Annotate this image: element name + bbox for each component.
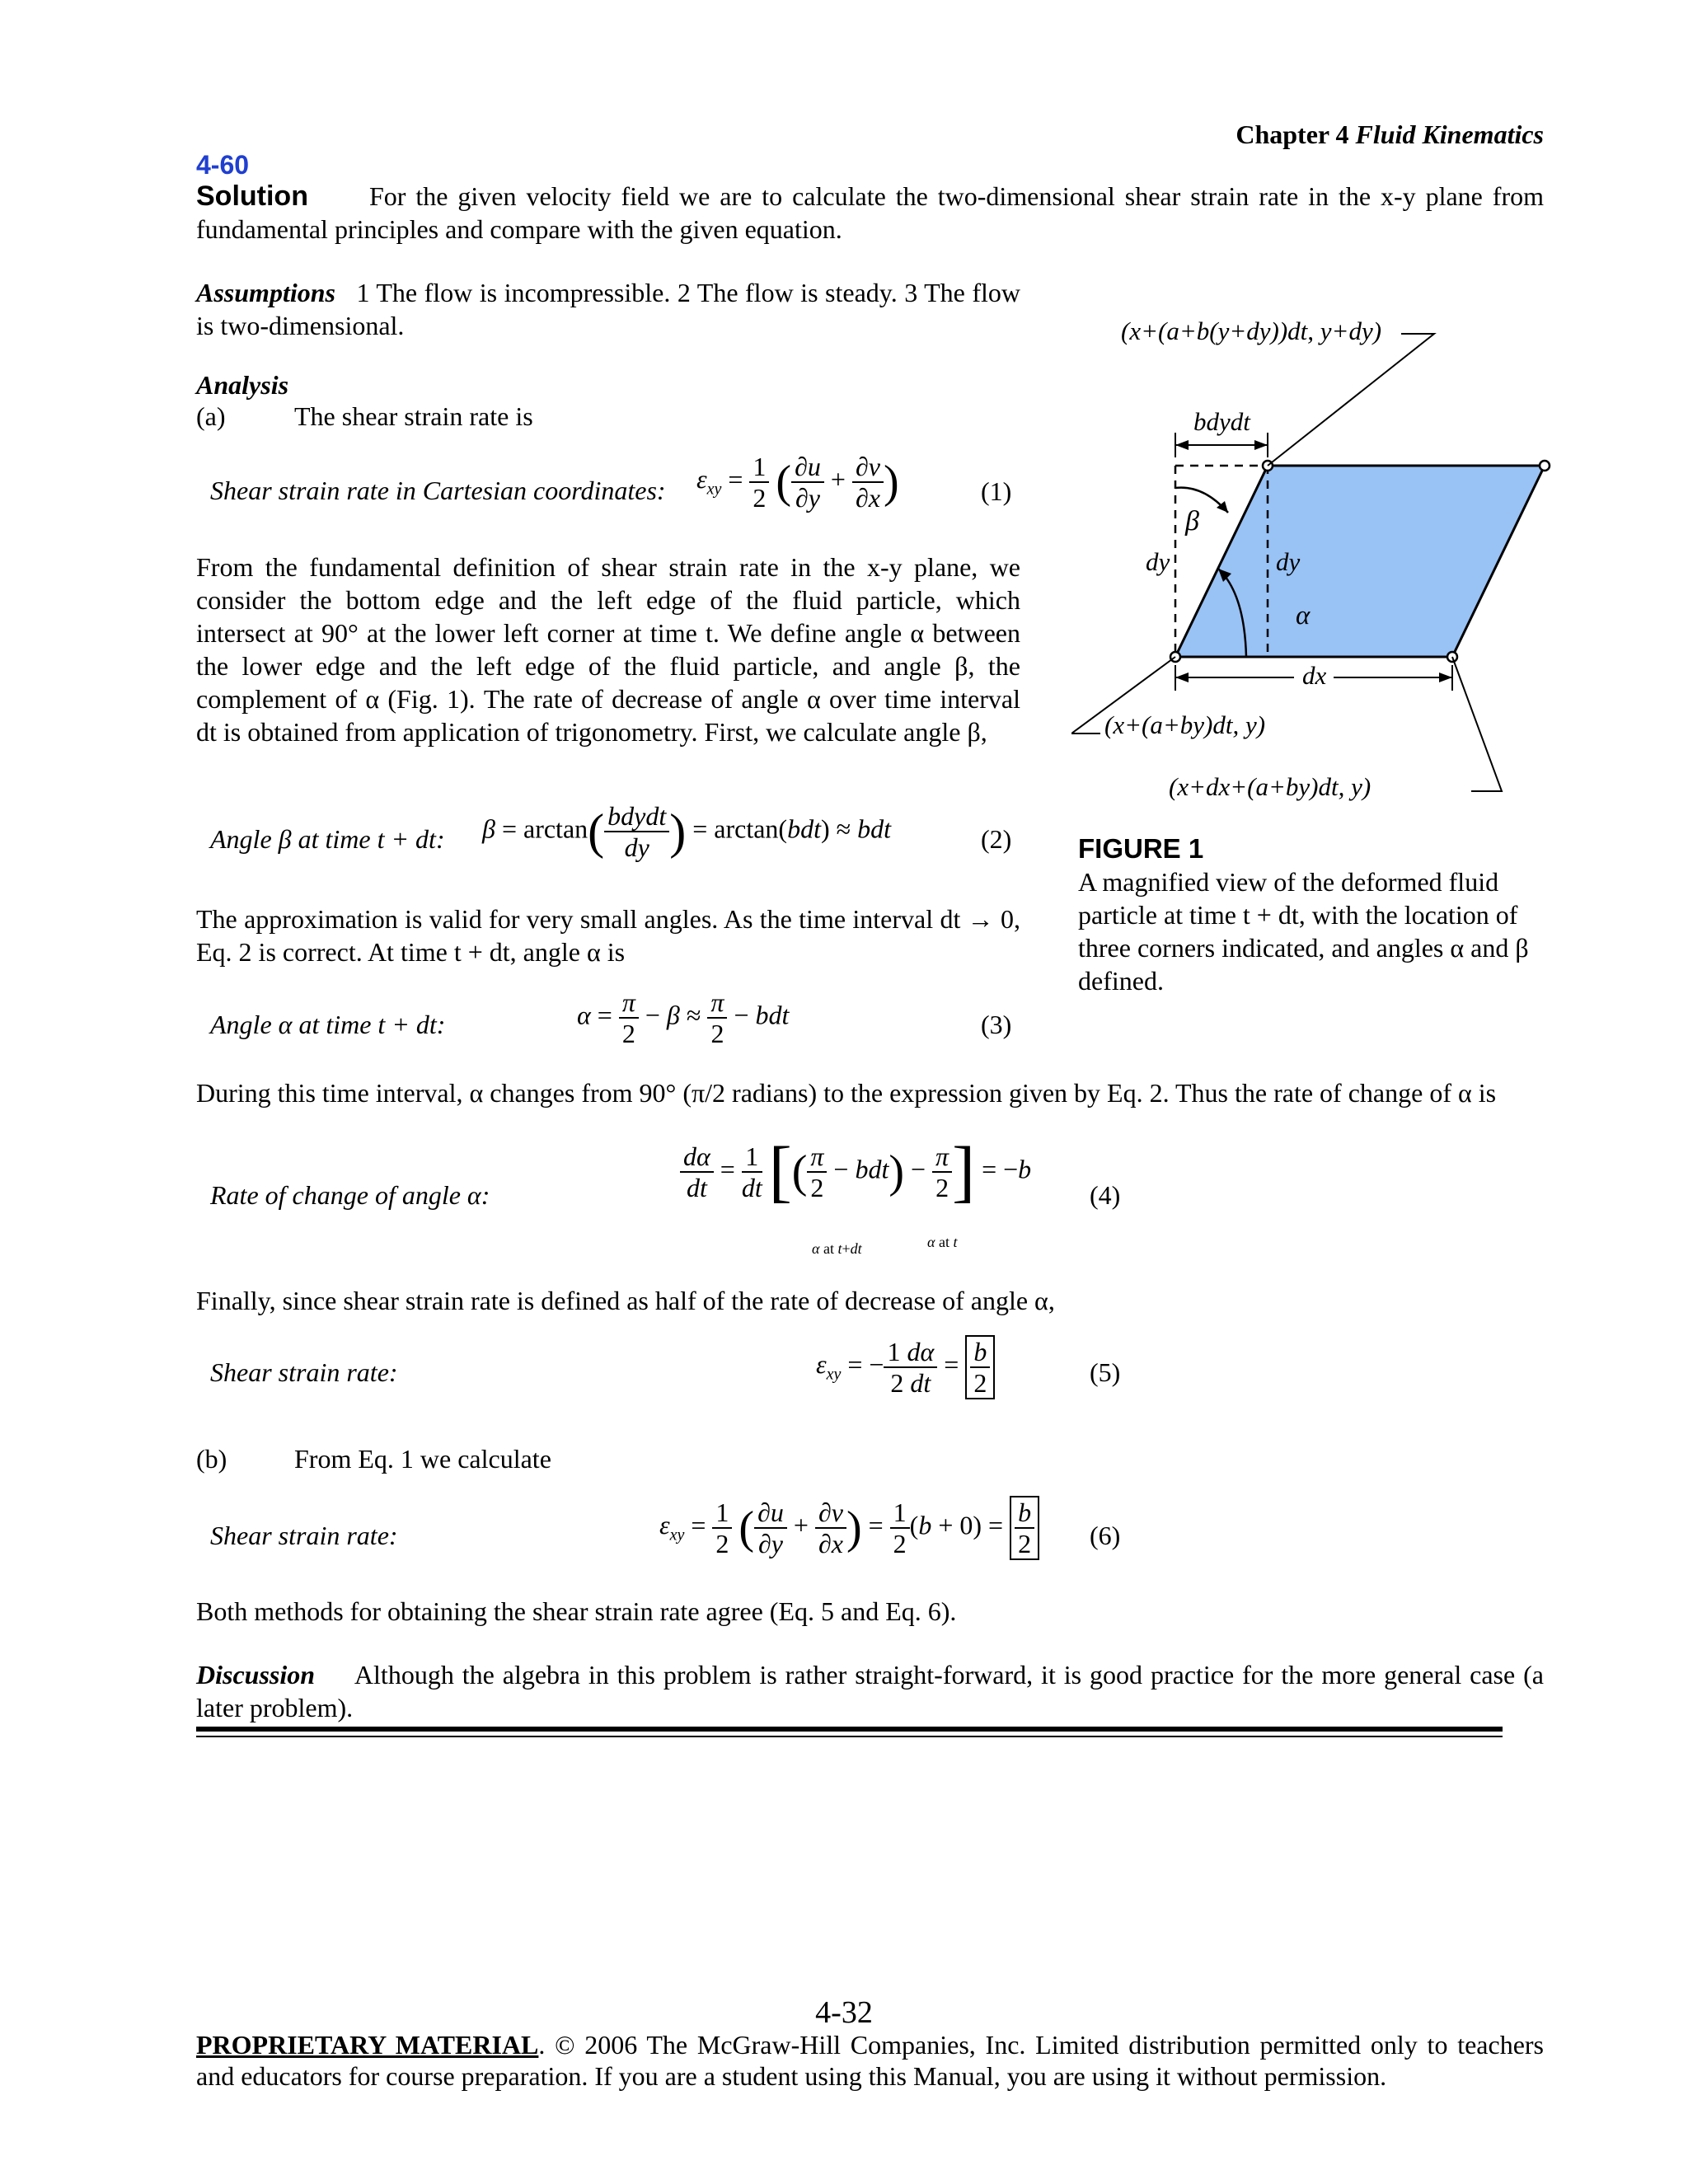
figure-caption: A magnified view of the deformed fluid particle at time t + dt, with the location of three corners indicated, and angles α and β defined.	[1078, 867, 1529, 996]
chapter-number: Chapter 4	[1236, 120, 1349, 149]
label-beta: β	[1185, 506, 1199, 537]
page-number: 4-32	[815, 1995, 873, 2030]
bdydt-arrow-left	[1175, 440, 1189, 450]
label-bottom-left: (x+(a+by)dt, y)	[1104, 710, 1266, 739]
analysis-paragraph-3: During this time interval, α changes from 90° (π/2 radians) to the expression given by Eq. 2. Thus the rate of change of α is	[196, 1078, 1497, 1108]
eq5-label: Shear strain rate:	[210, 1357, 398, 1387]
part-b-label: (b)	[196, 1444, 227, 1474]
eq4-underbrace-label-2: α at t	[927, 1234, 958, 1250]
eq1-formula: $\varepsilon_{xy}$ = $\frac{1}{2}$ ( $\frac{\partial u}{\partial y}$ + $\frac{\partial v}{\partial x}$ )	[696, 452, 899, 513]
leader-top	[1268, 334, 1434, 466]
solution-heading: Solution	[196, 180, 308, 212]
label-dx: dx	[1302, 661, 1327, 690]
figure-title: FIGURE 1	[1078, 833, 1204, 864]
eq2-formula: β = arctan( $\frac{\text{bdydt}}{dy}$ ) = arctan(bdt) ≈ bdt	[482, 801, 892, 862]
leader-bottom-right	[1452, 657, 1502, 791]
eq5-formula: $\varepsilon_{xy}$ = − $\frac{1 d\alpha}{2 dt}$ = $\frac{b}{2}$	[816, 1335, 995, 1399]
discussion-paragraph	[196, 1658, 1544, 1724]
eq3-label: Angle α at time t + dt:	[210, 1010, 446, 1039]
assumptions-label: Assumptions	[196, 278, 335, 307]
eq1-number: (1)	[981, 476, 1012, 506]
eq3-number: (3)	[981, 1010, 1012, 1039]
eq4-formula: $\frac{d\alpha}{dt}$ = $\frac{1}{dt}$ [( $\frac{\pi}{2}$ − bdt) − $\frac{\pi}{2}$ ] = −b	[680, 1141, 1031, 1202]
eq3-formula: α = $\frac{\pi}{2}$ − β ≈ $\frac{\pi}{2}$ − bdt	[577, 987, 790, 1048]
eq4-label: Rate of change of angle α:	[210, 1180, 490, 1210]
assumptions-text: 1 The flow is incompressible. 2 The flow is steady. 3 The flow is two-dimensional.	[196, 278, 1021, 340]
eq6-label: Shear strain rate:	[210, 1521, 398, 1550]
eq6-number: (6)	[1090, 1521, 1121, 1550]
eq1-label: Shear strain rate in Cartesian coordinates:	[210, 476, 666, 505]
chapter-title: Fluid Kinematics	[1355, 120, 1544, 149]
solution-text: For the given velocity field we are to calculate the two-dimensional shear strain rate in the x-y plane from fundamental principles and compare with the given equation.	[196, 181, 1544, 244]
label-bottom-right: (x+dx+(a+by)dt, y)	[1169, 772, 1372, 801]
problem-number: 4-60	[196, 150, 250, 180]
assumptions-paragraph	[196, 276, 1020, 342]
section-rule-thin	[196, 1736, 1503, 1737]
analysis-heading: Analysis	[196, 370, 289, 400]
analysis-paragraph-2: The approximation is valid for very small angles. As the time interval dt → 0, Eq. 2 is correct. At time t + dt, angle α is	[196, 904, 1020, 967]
analysis-paragraph-1: From the fundamental definition of shear strain rate in the x-y plane, we consider the bottom edge and the left edge of the fluid particle, which intersect at 90° at the lower left corner at time t. We define angle α between the lower edge and the left edge of the fluid particle, and angle β, the complement of α (Fig. 1). The rate of decrease of angle α over time interval dt is obtained from application of trigonometry. First, we calculate angle β,	[196, 552, 1020, 747]
footer-notice	[196, 2029, 1544, 2092]
corner-top-right	[1540, 461, 1550, 471]
section-rule-thick	[196, 1727, 1503, 1732]
label-dy-right: dy	[1276, 547, 1301, 576]
discussion-label: Discussion	[196, 1660, 316, 1690]
analysis-paragraph-4: Finally, since shear strain rate is defined as half of the rate of decrease of angle α,	[196, 1286, 1055, 1315]
part-a-text: The shear strain rate is	[294, 401, 533, 431]
part-a-label: (a)	[196, 401, 226, 431]
bdydt-arrow-right	[1254, 440, 1268, 450]
eq6-formula: $\varepsilon_{xy}$ = $\frac{1}{2}$ ( $\frac{\partial u}{\partial y}$ + $\frac{\partial v}{\partial x}$ ) = $\frac{1}{2}$ (b + 0) = $\frac{b}{2}$	[659, 1496, 1039, 1560]
eq2-number: (2)	[981, 824, 1012, 854]
label-top-corner: (x+(a+b(y+dy))dt, y+dy)	[1121, 316, 1382, 345]
dx-arrow-left	[1175, 673, 1189, 682]
label-dy-left: dy	[1146, 547, 1170, 576]
footer-proprietary-label: PROPRIETARY MATERIAL	[196, 2030, 539, 2060]
label-bdydt: bdydt	[1193, 407, 1250, 436]
eq5-number: (5)	[1090, 1357, 1121, 1387]
eq4-number: (4)	[1090, 1180, 1121, 1210]
eq4-underbrace-label-1: α at t+dt	[812, 1240, 862, 1257]
part-b-text: From Eq. 1 we calculate	[294, 1444, 551, 1474]
chapter-header	[1236, 118, 1544, 151]
footer-text: . © 2006 The McGraw-Hill Companies, Inc. Limited distribution permitted only to teachers and educators for course preparation. If you are a student using this Manual, you are using it without permission.	[196, 2030, 1545, 2091]
label-alpha: α	[1296, 601, 1311, 630]
eq2-label: Angle β at time t + dt:	[210, 824, 445, 854]
discussion-text: Although the algebra in this problem is rather straight-forward, it is good practice for the more general case (a later problem).	[196, 1660, 1545, 1722]
figure-1-diagram	[1071, 297, 1566, 808]
dx-arrow-right	[1439, 673, 1452, 682]
analysis-paragraph-5: Both methods for obtaining the shear strain rate agree (Eq. 5 and Eq. 6).	[196, 1596, 957, 1626]
fluid-particle-shape	[1175, 466, 1545, 657]
